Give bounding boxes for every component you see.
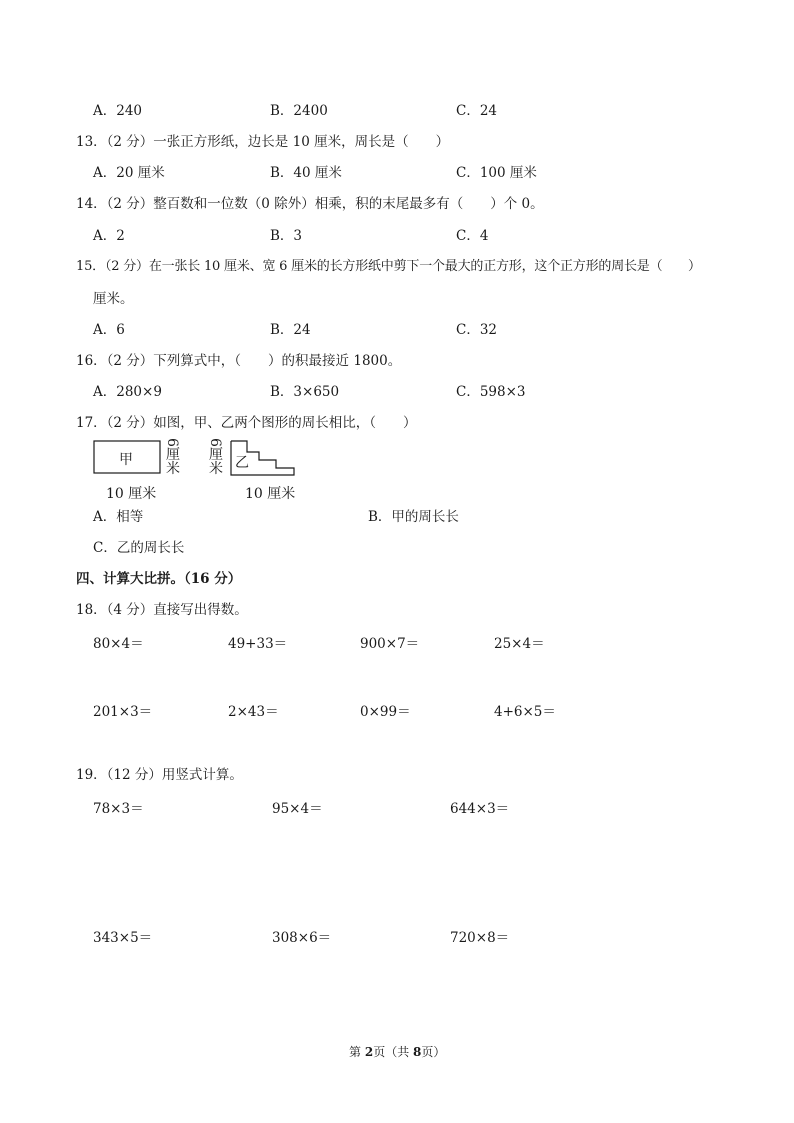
q15-stem-line1: 15．（2 分）在一张长 10 厘米、宽 6 厘米的长方形纸中剪下一个最大的正方形，这个正方形的周长是（ ）: [76, 259, 701, 274]
q18-expr: 900×7＝: [360, 636, 420, 652]
q15-option-a: A．6: [93, 322, 125, 338]
q18-expr: 80×4＝: [93, 636, 144, 652]
footer-middle: 页（共: [373, 1045, 414, 1059]
q19-expr: 644×3＝: [450, 801, 510, 817]
rect-jia-label: 甲: [119, 452, 133, 468]
q18-expr: 4+6×5＝: [494, 704, 556, 720]
q19-stem: 19．（12 分）用竖式计算。: [76, 767, 243, 783]
q18-stem: 18．（4 分）直接写出得数。: [76, 602, 248, 618]
q15-stem-line2: 厘米。: [93, 291, 134, 307]
q19-expr: 720×8＝: [450, 930, 510, 946]
footer-total-pages: 8: [413, 1045, 422, 1059]
step-yi-label: 乙: [235, 455, 249, 471]
q17-option-b: B．甲的周长长: [368, 509, 459, 525]
q18-expr: 25×4＝: [494, 636, 545, 652]
q19-expr: 343×5＝: [93, 930, 153, 946]
q14-option-a: A．2: [93, 228, 125, 244]
q16-option-c: C．598×3: [456, 384, 526, 400]
q16-option-b: B．3×650: [270, 384, 340, 400]
q17-option-c: C．乙的周长长: [93, 540, 185, 556]
q18-expr: 201×3＝: [93, 704, 153, 720]
step-height-label: 6厘米: [207, 438, 223, 475]
q12-option-a: A．240: [93, 103, 143, 119]
q18-expr: 0×99＝: [360, 704, 411, 720]
q17-stem: 17．（2 分）如图，甲、乙两个图形的周长相比，（ ）: [76, 415, 417, 431]
q14-option-b: B．3: [270, 228, 303, 244]
q19-expr: 308×6＝: [272, 930, 332, 946]
q19-expr: 78×3＝: [93, 801, 144, 817]
q13-option-a: A．20 厘米: [93, 165, 165, 181]
step-width-label: 10 厘米: [245, 486, 296, 502]
q16-option-a: A．280×9: [93, 384, 162, 400]
q18-expr: 2×43＝: [228, 704, 279, 720]
q17-option-a: A．相等: [93, 509, 144, 525]
q15-option-b: B．24: [270, 322, 311, 338]
q14-stem: 14．（2 分）整百数和一位数（0 除外）相乘，积的末尾最多有（ ）个 0。: [76, 196, 544, 212]
q12-option-b: B．2400: [270, 103, 328, 119]
q15-option-c: C．32: [456, 322, 498, 338]
rect-width-label: 10 厘米: [106, 486, 157, 502]
q12-option-c: C．24: [456, 103, 498, 119]
footer-page-number: 2: [364, 1045, 374, 1059]
page-footer: [349, 1044, 445, 1060]
footer-prefix: 第: [349, 1045, 365, 1059]
q13-option-b: B．40 厘米: [270, 165, 342, 181]
q13-stem: 13．（2 分）一张正方形纸，边长是 10 厘米，周长是（ ）: [76, 134, 450, 150]
q13-option-c: C．100 厘米: [456, 165, 537, 181]
rect-height-label: 6厘米: [164, 438, 180, 475]
footer-suffix: 页）: [421, 1045, 446, 1059]
q16-stem: 16．（2 分）下列算式中，（ ）的积最接近 1800。: [76, 353, 402, 369]
q18-expr: 49+33＝: [228, 636, 288, 652]
q19-expr: 95×4＝: [272, 801, 323, 817]
q14-option-c: C．4: [456, 228, 489, 244]
section4-title: 四、计算大比拼。（16 分）: [76, 571, 242, 587]
